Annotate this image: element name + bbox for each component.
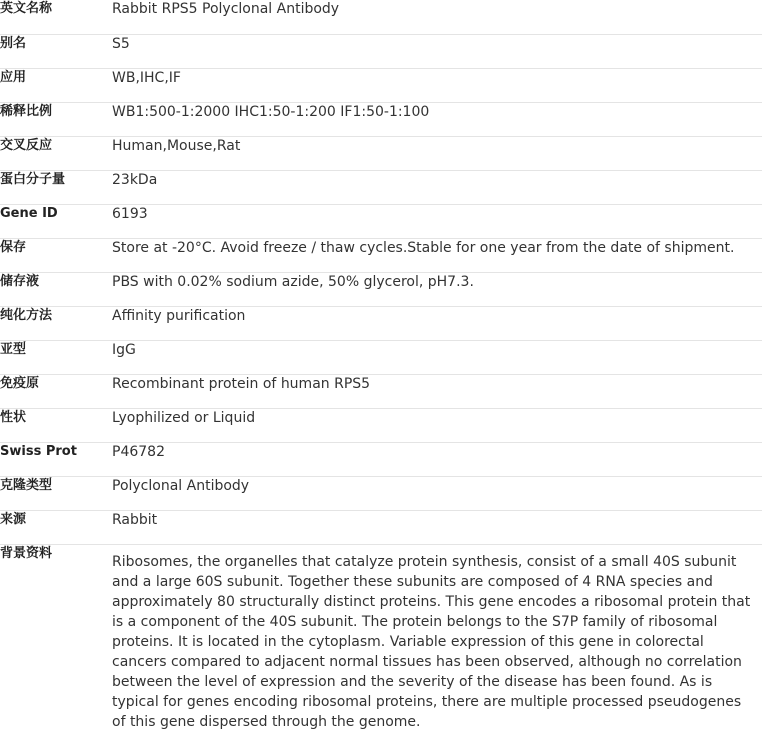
background-paragraph: Ribosomes, the organelles that catalyze protein synthesis, consist of a small 40S subunit and a large 60S subunit. Together these subunits are composed of 4 RNA species and approximately 80 structurally distinct proteins. This gene encodes a ribosomal protein that is a component of the 40S subunit. The protein belongs to the S7P family of ribosomal proteins. It is located in the cytoplasm. Variable expression of this gene in colorectal cancers compared to adjacent normal tissues has been observed, although no correlation between the level of expression and the severity of the disease has been found. As is typical for genes encoding ribosomal proteins, there are multiple processed pseudogenes of this gene dispersed through the genome. [112,553,751,730]
spec-row-application [0,68,762,102]
spec-value: Polyclonal Antibody [112,476,762,510]
spec-value: Affinity purification [112,306,762,340]
spec-value: Store at -20°C. Avoid freeze / thaw cycles.Stable for one year from the date of shipment. [112,238,762,272]
spec-row-english-name [0,0,762,34]
spec-row-host [0,510,762,544]
spec-label: 别名 [0,34,112,68]
spec-value: IgG [112,340,762,374]
spec-row-reactivity [0,136,762,170]
spec-row-gene-id [0,204,762,238]
spec-label: 蛋白分子量 [0,170,112,204]
spec-label: Swiss Prot [0,442,112,476]
spec-value: WB1:500-1:2000 IHC1:50-1:200 IF1:50-1:100 [112,102,762,136]
spec-value: 6193 [112,204,762,238]
spec-row-buffer [0,272,762,306]
spec-label: 来源 [0,510,112,544]
spec-value: PBS with 0.02% sodium azide, 50% glycerol, pH7.3. [112,272,762,306]
spec-row-alias [0,34,762,68]
spec-row-form [0,408,762,442]
spec-row-purification [0,306,762,340]
spec-label: Gene ID [0,204,112,238]
spec-row-background [0,544,762,732]
spec-label: 储存液 [0,272,112,306]
spec-value: Lyophilized or Liquid [112,408,762,442]
spec-row-molecular-weight [0,170,762,204]
spec-value: S5 [112,34,762,68]
spec-label: 免疫原 [0,374,112,408]
spec-value: Rabbit [112,510,762,544]
spec-value: Human,Mouse,Rat [112,136,762,170]
spec-label: 交叉反应 [0,136,112,170]
spec-value: Recombinant protein of human RPS5 [112,374,762,408]
spec-row-clonality [0,476,762,510]
spec-value: Rabbit RPS5 Polyclonal Antibody [112,0,762,34]
spec-label: 应用 [0,68,112,102]
spec-row-dilution [0,102,762,136]
spec-value: 23kDa [112,170,762,204]
spec-row-isotype [0,340,762,374]
spec-label: 性状 [0,408,112,442]
spec-label: 保存 [0,238,112,272]
spec-row-storage [0,238,762,272]
spec-value: WB,IHC,IF [112,68,762,102]
spec-value: P46782 [112,442,762,476]
spec-row-immunogen [0,374,762,408]
spec-label: 背景资料 [0,545,53,561]
spec-label: 英文名称 [0,0,112,34]
spec-row-swiss-prot [0,442,762,476]
spec-label: 稀释比例 [0,102,112,136]
spec-label: 克隆类型 [0,476,112,510]
spec-label: 纯化方法 [0,306,112,340]
spec-label: 亚型 [0,340,112,374]
